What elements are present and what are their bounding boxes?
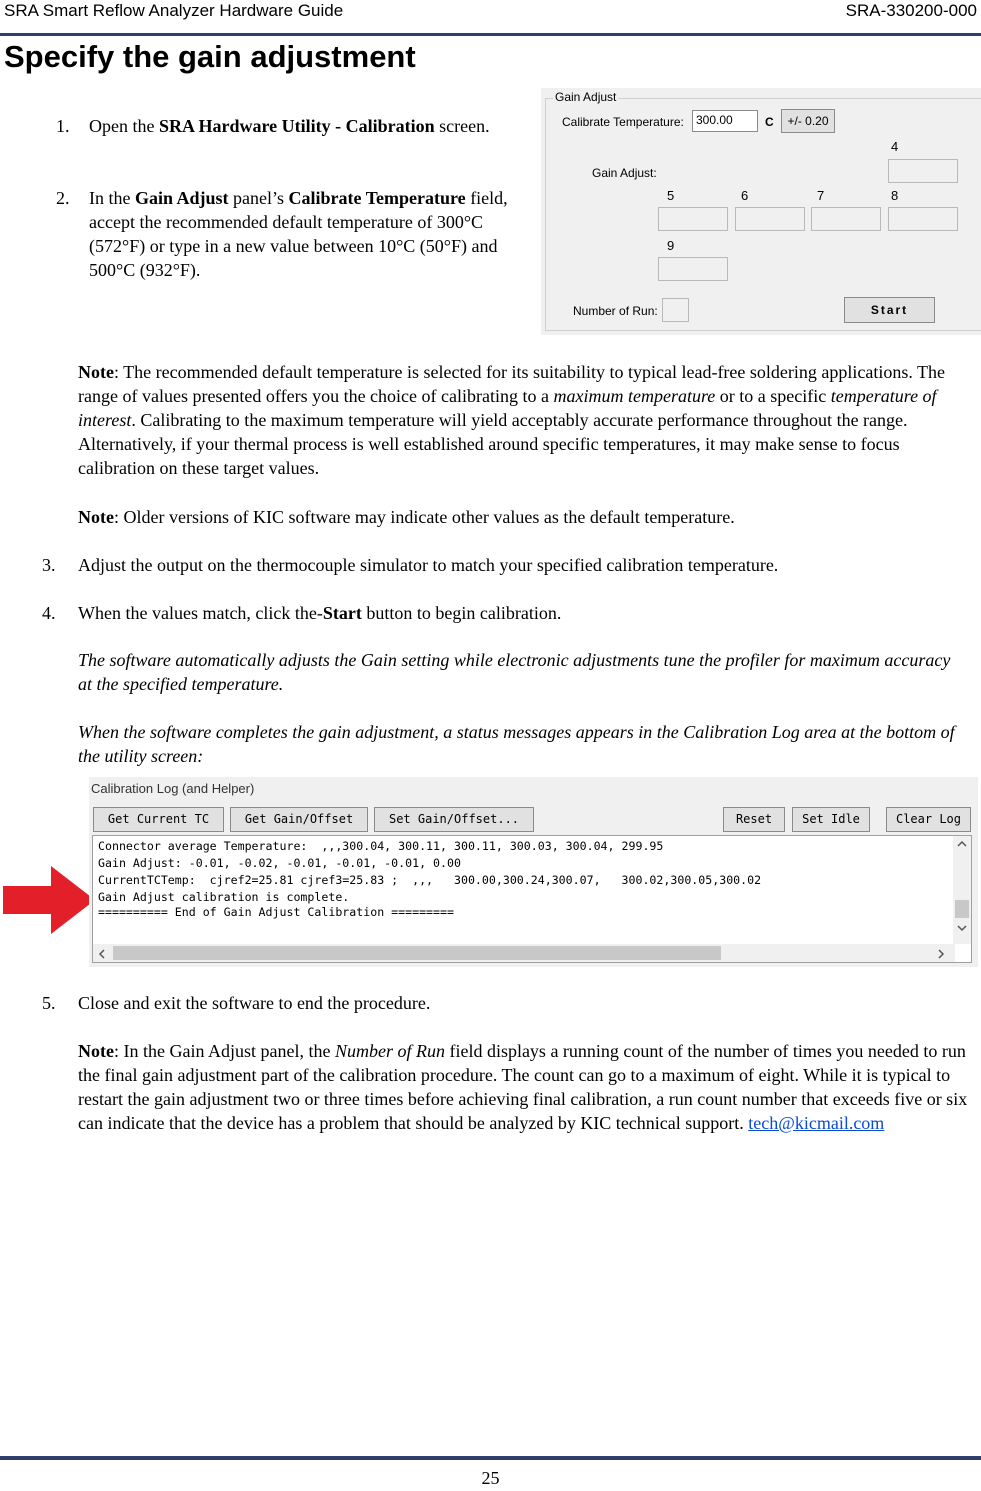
channel-5-field xyxy=(658,207,728,231)
document-number: SRA-330200-000 xyxy=(845,1,977,20)
channel-9-field xyxy=(658,257,728,281)
step-1-bold: SRA Hardware Utility - Calibration xyxy=(158,116,435,136)
gain-adjust-panel xyxy=(541,88,981,335)
scroll-up-icon[interactable] xyxy=(957,840,967,848)
note-2 xyxy=(78,505,974,529)
step-1-post: screen. xyxy=(434,116,490,136)
gain-adjust-label: Gain Adjust: xyxy=(592,166,657,180)
log-line: Gain Adjust: -0.01, -0.02, -0.01, -0.01, -0.01, 0.00 xyxy=(98,856,461,870)
calibration-log-title: Calibration Log (and Helper) xyxy=(91,781,255,796)
note-1-label: Note xyxy=(78,362,114,382)
red-arrow-icon xyxy=(3,866,95,934)
note-3 xyxy=(78,1039,974,1135)
note-1-c: . Calibrating to the maximum temperature will yield acceptably accurate performance throughout the range. Alternatively, if your thermal process is well established around specific temperatures, it may make sense to focus calibration on these target values. xyxy=(78,410,908,478)
channel-8-label: 8 xyxy=(891,188,899,203)
get-current-tc-button[interactable]: Get Current TC xyxy=(93,807,224,832)
vertical-scrollbar[interactable] xyxy=(953,836,971,944)
document-title: SRA Smart Reflow Analyzer Hardware Guide xyxy=(4,1,344,20)
channel-4-field xyxy=(888,159,958,183)
step-5-number: 5. xyxy=(42,993,56,1013)
number-of-run-label: Number of Run: xyxy=(573,304,658,318)
log-line: ========== End of Gain Adjust Calibration ========= xyxy=(98,905,454,919)
step-5-text: Close and exit the software to end the procedure. xyxy=(78,993,431,1013)
scroll-right-icon[interactable] xyxy=(937,949,945,959)
step-2-number: 2. xyxy=(56,188,70,208)
set-gain-offset-button[interactable]: Set Gain/Offset... xyxy=(374,807,534,832)
page-header xyxy=(0,0,981,34)
scroll-down-icon[interactable] xyxy=(957,924,967,932)
calibration-log-output[interactable] xyxy=(92,835,972,963)
note-1-italic-2: temperature of interest xyxy=(78,386,937,430)
note-1-b: or to a specific xyxy=(715,386,831,406)
gain-adjust-legend: Gain Adjust xyxy=(555,90,617,104)
get-gain-offset-button[interactable]: Get Gain/Offset xyxy=(230,807,368,832)
step-3-text: Adjust the output on the thermocouple simulator to match your specified calibration temperature. xyxy=(78,555,779,575)
step-4-pre: When the values match, click the- xyxy=(78,603,323,623)
header-rule xyxy=(0,33,981,36)
channel-8-field xyxy=(888,207,958,231)
set-idle-button[interactable]: Set Idle xyxy=(792,807,870,832)
note-1-italic-1: maximum temperature xyxy=(553,386,716,406)
horizontal-scrollbar[interactable] xyxy=(93,944,955,962)
scroll-left-icon[interactable] xyxy=(98,949,106,959)
number-of-run-field xyxy=(662,298,689,322)
note-3-label: Note xyxy=(78,1041,114,1061)
step-1-text xyxy=(89,114,509,138)
step-2-mid: panel’s xyxy=(228,188,289,208)
channel-7-label: 7 xyxy=(817,188,825,203)
start-button[interactable]: Start xyxy=(844,297,935,323)
note-2-label: Note xyxy=(78,507,114,527)
note-3-italic: Number of Run xyxy=(334,1041,445,1061)
step-2-bold-1: Gain Adjust xyxy=(134,188,229,208)
step-1-number: 1. xyxy=(56,116,70,136)
vertical-scroll-thumb[interactable] xyxy=(955,900,969,918)
support-email-link[interactable]: tech@kicmail.com xyxy=(748,1113,885,1133)
channel-6-field xyxy=(735,207,805,231)
calibrate-temperature-label: Calibrate Temperature: xyxy=(562,115,684,129)
italic-paragraph-2: When the software completes the gain adjustment, a status messages appears in the Calibration Log area at the bottom of the utility screen: xyxy=(78,722,955,766)
channel-4-label: 4 xyxy=(891,139,899,154)
channel-9-label: 9 xyxy=(667,238,675,253)
footer-rule xyxy=(0,1456,981,1460)
step-2-text xyxy=(89,186,509,282)
calibration-log-panel xyxy=(89,777,978,967)
channel-6-label: 6 xyxy=(741,188,749,203)
step-3-number: 3. xyxy=(42,555,56,575)
log-line: Gain Adjust calibration is complete. xyxy=(98,890,350,904)
reset-button[interactable]: Reset xyxy=(723,807,785,832)
step-2-post: field, accept the recommended default temperature of 300°C (572°F) or type in a new value between 10°C (50°F) and 500°C (932°F). xyxy=(89,188,508,280)
page-number: 25 xyxy=(481,1468,500,1488)
channel-5-label: 5 xyxy=(667,188,675,203)
step-4-number: 4. xyxy=(42,603,56,623)
horizontal-scroll-thumb[interactable] xyxy=(113,946,721,960)
step-4-bold: Start xyxy=(322,603,362,623)
note-2-text: : Older versions of KIC software may indicate other values as the default temperature. xyxy=(113,507,735,527)
clear-log-button[interactable]: Clear Log xyxy=(886,807,971,832)
note-1 xyxy=(78,360,974,480)
temperature-unit: C xyxy=(765,115,774,129)
section-title: Specify the gain adjustment xyxy=(4,39,416,74)
calibrate-temperature-input[interactable]: 300.00 xyxy=(692,110,758,132)
log-line: Connector average Temperature: ,,,300.04, 300.11, 300.11, 300.03, 300.04, 299.95 xyxy=(98,839,664,853)
note-3-b: field displays a running count of the number of times you needed to run the final gain adjustment part of the calibration procedure. The count can go to a maximum of eight. While it is typical to restart the gain adjustment two or three times before achieving final calibration, a run count number that exceeds five or six can indicate that the device has a problem that should be analyzed by KIC technical support. xyxy=(78,1041,968,1133)
step-4-post: button to begin calibration. xyxy=(361,603,562,623)
note-1-a: : The recommended default temperature is selected for its suitability to typical lead-free soldering applications. The range of values presented offers you the choice of calibrating to a xyxy=(78,362,946,406)
note-3-a: : In the Gain Adjust panel, the xyxy=(113,1041,335,1061)
log-line: CurrentTCTemp: cjref2=25.81 cjref3=25.83 ; ,,, 300.00,300.24,300.07, 300.02,300.05,300.02 xyxy=(98,873,762,887)
tolerance-button[interactable]: +/- 0.20 xyxy=(781,109,835,133)
step-1-pre: Open the xyxy=(89,116,159,136)
step-2-pre: In the xyxy=(89,188,135,208)
step-2-bold-2: Calibrate Temperature xyxy=(288,188,466,208)
step-4-text xyxy=(78,601,974,625)
channel-7-field xyxy=(811,207,881,231)
italic-paragraph-1: The software automatically adjusts the Gain setting while electronic adjustments tune the profiler for maximum accuracy at the specified temperature. xyxy=(78,650,951,694)
